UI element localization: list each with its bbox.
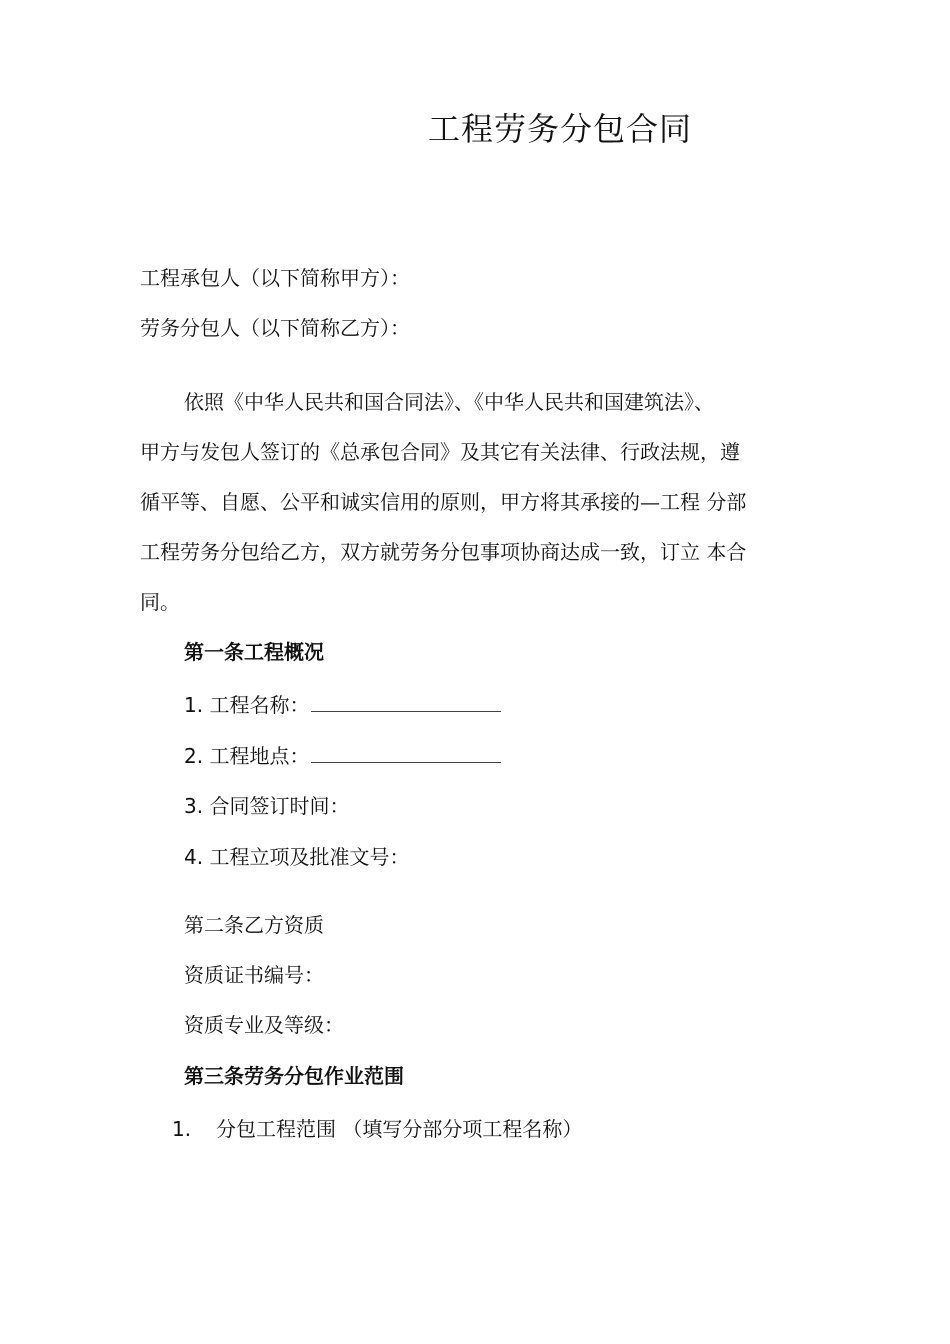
item-number: 1. xyxy=(184,693,204,717)
preamble-line: 循平等、自愿、公平和诚实信用的原则，甲方将其承接的—工程 分部 xyxy=(140,490,747,514)
item-label: 工程立项及批准文号： xyxy=(209,845,410,869)
cert-number-line: 资质证书编号： xyxy=(184,963,324,987)
fill-blank xyxy=(311,744,501,763)
party-a-line: 工程承包人（以下简称甲方）： xyxy=(140,266,410,290)
article3-heading: 第三条劳务分包作业范围 xyxy=(184,1064,404,1088)
item-label: 工程名称： xyxy=(209,693,310,717)
item-number: 1. xyxy=(172,1117,192,1141)
item-label: 工程地点： xyxy=(209,744,310,768)
party-b-line: 劳务分包人（以下简称乙方）： xyxy=(140,316,410,340)
item-number: 2. xyxy=(184,744,204,768)
preamble-line: 甲方与发包人签订的《总承包合同》及其它有关法律、行政法规，遵 xyxy=(140,440,740,464)
article3-item-text: 分包工程范围 （填写分部分项工程名称） xyxy=(216,1117,583,1141)
article1-heading: 第一条工程概况 xyxy=(184,640,324,664)
article1-item xyxy=(184,792,349,820)
preamble-line: 工程劳务分包给乙方，双方就劳务分包事项协商达成一致，订立 本合 xyxy=(140,540,747,564)
article1-item xyxy=(184,843,409,871)
item-number: 3. xyxy=(184,794,204,818)
preamble-line: 依照《中华人民共和国合同法》、《中华人民共和国建筑法》、 xyxy=(184,390,714,414)
article3-item xyxy=(172,1115,191,1143)
fill-blank xyxy=(311,693,501,712)
grade-line: 资质专业及等级： xyxy=(184,1013,344,1037)
article1-item xyxy=(184,691,501,719)
article1-item xyxy=(184,742,501,770)
article2-heading: 第二条乙方资质 xyxy=(184,913,324,937)
document-title: 工程劳务分包合同 xyxy=(428,110,693,148)
preamble-line: 同。 xyxy=(140,590,180,614)
item-number: 4. xyxy=(184,845,204,869)
item-label: 合同签订时间： xyxy=(209,794,350,818)
